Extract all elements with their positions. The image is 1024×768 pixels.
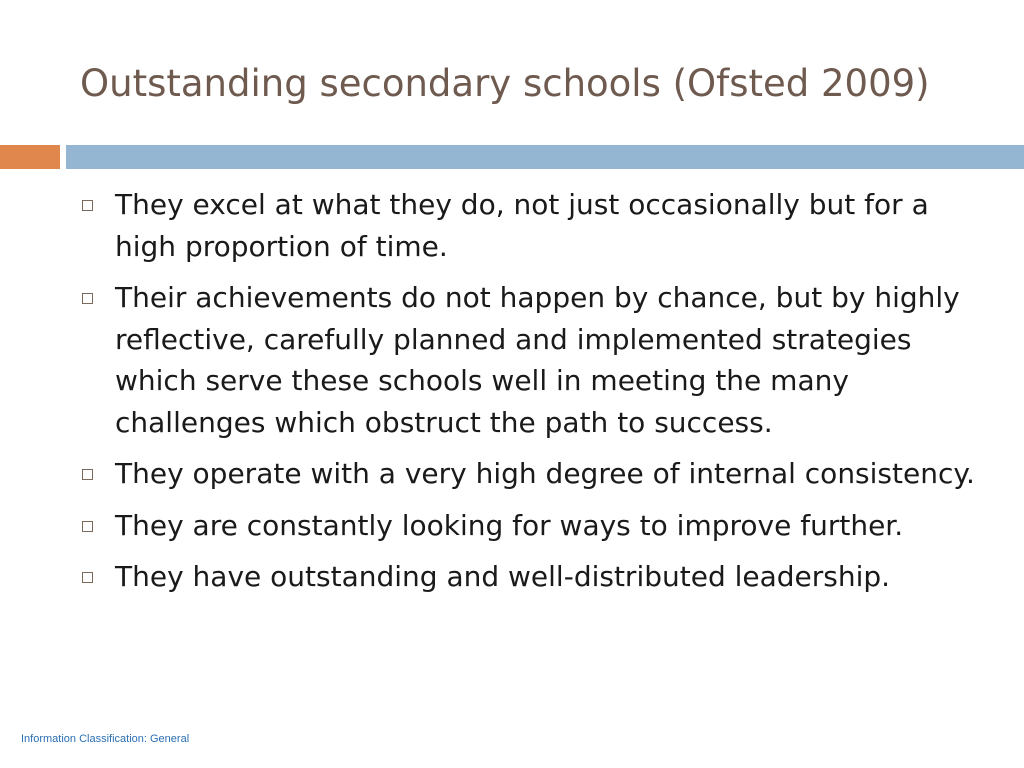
bullet-text: They excel at what they do, not just occasionally but for a high proportion of time.	[115, 188, 929, 263]
bullet-item	[80, 184, 980, 267]
hollow-square-bullet-icon	[82, 200, 93, 211]
bullet-text: Their achievements do not happen by chance, but by highly reflective, carefully planned and implemented strategies which serve these schools well in meeting the many challenges which obstruct the path to success.	[115, 281, 960, 439]
slide-title: Outstanding secondary schools (Ofsted 2009)	[80, 62, 930, 105]
bullet-item	[80, 453, 980, 495]
bullet-text: They are constantly looking for ways to improve further.	[115, 508, 904, 542]
bullet-item	[80, 556, 980, 598]
bullet-item	[80, 277, 980, 443]
bullet-text: They have outstanding and well-distributed leadership.	[115, 560, 891, 593]
bullet-text: They operate with a very high degree of internal consistency.	[115, 457, 975, 490]
bullet-item	[80, 505, 980, 547]
accent-bar-blue	[66, 145, 1024, 169]
footer-classification-label: Information Classification: General	[21, 733, 190, 745]
bullet-list	[80, 184, 980, 608]
hollow-square-bullet-icon	[82, 521, 93, 532]
accent-bar-orange	[0, 145, 60, 169]
hollow-square-bullet-icon	[82, 469, 93, 480]
hollow-square-bullet-icon	[82, 572, 93, 583]
hollow-square-bullet-icon	[82, 293, 93, 304]
